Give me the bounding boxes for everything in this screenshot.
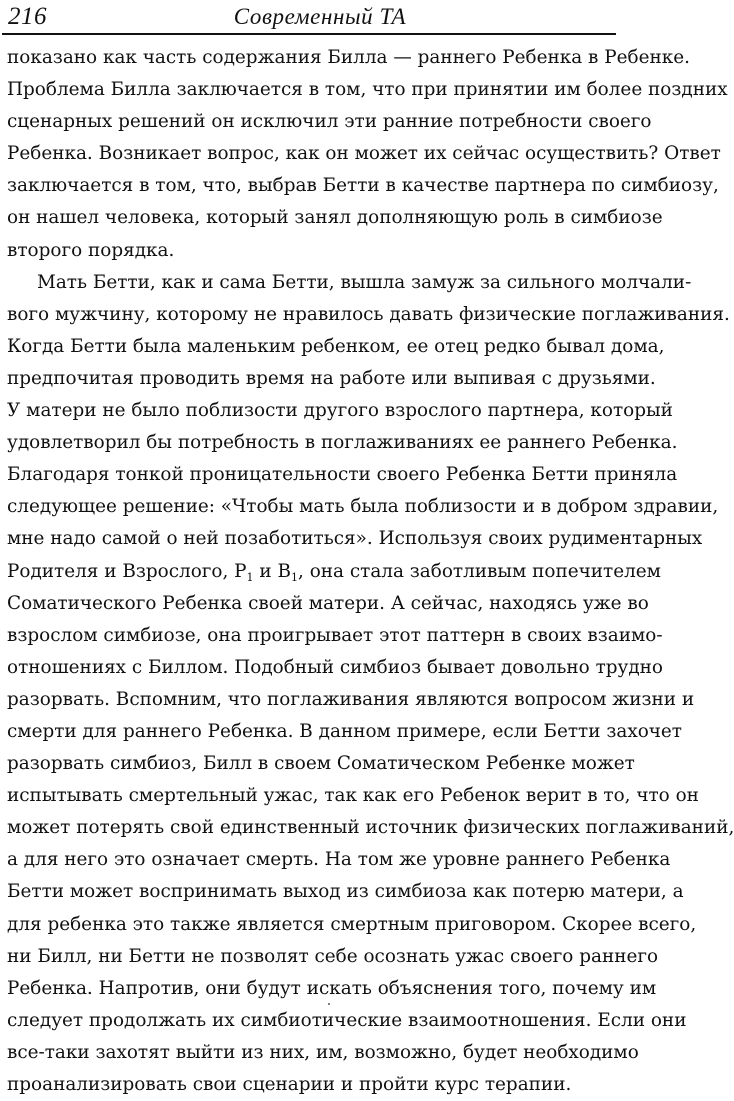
text-line: заключается в том, что, выбрав Бетти в качестве партнера по симбиозу, [7,175,719,197]
running-head [4,2,616,32]
text-line: смерти для раннего Ребенка. В данном примере, если Бетти захочет [7,720,682,742]
text-line: предпочитая проводить время на работе или выпивая с друзьями. [7,367,656,389]
body-text [7,42,734,1101]
text-line: Бетти может воспринимать выход из симбиоза как потерю матери, а [7,881,684,903]
running-title: Современный ТА [233,4,407,29]
text-line: ни Билл, ни Бетти не позволят себе осознать ужас своего раннего [7,945,659,967]
text-line: все-таки захотят выйти из них, им, возможно, будет необходимо [7,1041,639,1063]
text-line: следующее решение: «Чтобы мать была поблизости и в добром здравии, [7,496,719,518]
text-line: У матери не было поблизости другого взрослого партнера, который [7,400,673,422]
text-line: Ребенка. Возникает вопрос, как он может их сейчас осуществить? Ответ [7,143,721,165]
text-line: разорвать симбиоз, Билл в своем Соматическом Ребенке может [7,753,635,775]
subscript: 1 [246,570,254,584]
text-line-subscripts [7,556,661,588]
text-line: а для него это означает смерть. На том же уровне раннего Ребенка [7,849,671,871]
text-line: для ребенка это также является смертным приговором. Скорее всего, [7,913,697,935]
text-line: Когда Бетти была маленьким ребенком, ее отец редко бывал дома, [7,335,665,357]
line-part: Родителя и Взрослого, Р [7,560,247,582]
text-line: может потерять свой единственный источник физических поглаживаний, [7,817,734,839]
page-number: 216 [8,3,47,30]
text-line: Мать Бетти, как и сама Бетти, вышла замуж за сильного молчали- [37,271,692,293]
text-line: разорвать. Вспомним, что поглаживания являются вопросом жизни и [7,688,695,710]
text-line: Соматического Ребенка своей матери. А сейчас, находясь уже во [7,592,649,614]
line-part: и В [253,560,292,582]
text-line: вого мужчину, которому не нравилось давать физические поглаживания. [7,303,730,325]
text-line: отношениях с Биллом. Подобный симбиоз бывает довольно трудно [7,656,664,678]
text-line: удовлетворил бы потребность в поглаживаниях ее раннего Ребенка. [7,432,678,454]
header-rule [2,33,616,35]
page-speck [328,1003,330,1005]
text-line: испытывать смертельный ужас, так как его Ребенок верит в то, что он [7,785,699,807]
text-line: сценарных решений он исключил эти ранние потребности своего [7,111,652,133]
text-line: Благодаря тонкой проницательности своего Ребенка Бетти приняла [7,464,678,486]
text-line: показано как часть содержания Билла — раннего Ребенка в Ребенке. [7,47,690,68]
text-line: следует продолжать их симбиотические взаимоотношения. Если они [7,1009,687,1031]
text-line: он нашел человека, который занял дополняющую роль в симбиозе [7,207,663,229]
text-line: второго порядка. [7,239,175,261]
text-line: взрослом симбиозе, она проигрывает этот паттерн в своих взаимо- [7,624,663,646]
subscript: 1 [291,570,299,584]
text-line: проанализировать свои сценарии и пройти курс терапии. [7,1074,572,1095]
text-line: Проблема Билла заключается в том, что при принятии им более поздних [7,79,728,101]
text-line: Ребенка. Напротив, они будут искать объяснения того, почему им [7,977,657,999]
line-part: , она стала заботливым попечителем [298,560,661,582]
text-line: мне надо самой о ней позаботиться». Используя своих рудиментарных [7,528,703,550]
